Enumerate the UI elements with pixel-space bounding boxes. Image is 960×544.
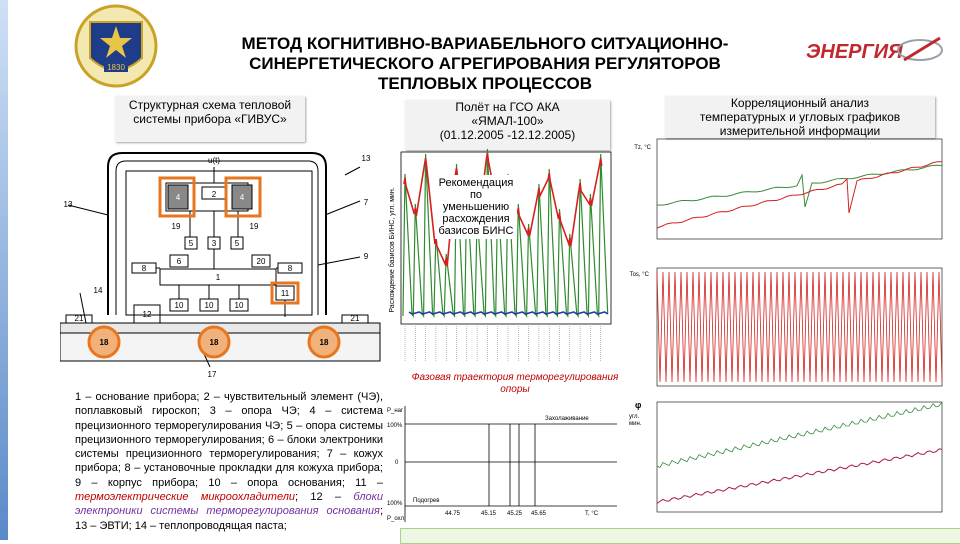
corr-chart-2	[625, 262, 945, 394]
legend-part1: 1 – основание прибора; 2 – чувствительный элемент (ЧЭ), поплавковый гироскоп; 3 – опора ЧЭ; 4 – система прецизионного терморегулирования ЧЭ; 5 – опора системы прецизионного терморегулирования; 6 – блоки электроники системы прецизионного терморегулирования; 7 – кожух прибора; 8 – установочные прокладки для кожуха прибора; 9 – корпус прибора; 10 – опора основания; 11 –	[75, 391, 383, 489]
flight-chart-ylabel: Расхождение базисов БИНС, угл. мин.	[389, 187, 396, 313]
phase-ylabel-top: P_наг	[387, 408, 404, 414]
scheme-label-3: 3	[211, 239, 217, 248]
corr2-series-red	[657, 272, 942, 382]
phase-tick-2: 45.15	[481, 511, 497, 517]
phase-caption	[400, 372, 630, 396]
corr-caption-line1: Корреляционный анализ	[730, 96, 870, 110]
phase-pct-bottom: 100%	[387, 501, 403, 507]
corr3-series-green	[657, 402, 942, 468]
scheme-legend	[75, 390, 383, 533]
corr1-label: Tz, °C	[634, 145, 651, 151]
corr3-label: φ	[635, 400, 642, 410]
scheme-label-6: 6	[176, 257, 182, 266]
phase-xlabel: T, °C	[585, 511, 599, 517]
scheme-label-2: 2	[211, 190, 217, 199]
scheme-label-18a: 18	[99, 338, 109, 347]
corr-chart-3	[625, 398, 945, 526]
scheme-label-8a: 8	[141, 264, 147, 273]
corr1-series-red	[657, 162, 942, 228]
scheme-label-19a: 19	[171, 222, 181, 231]
scheme-label-4b: 4	[239, 193, 245, 202]
rec-line5: базисов БИНС	[438, 225, 514, 237]
flight-caption-line3: (01.12.2005 -12.12.2005)	[439, 128, 576, 142]
title-line-1: МЕТОД КОГНИТИВНО-ВАРИАБЕЛЬНОГО СИТУАЦИОННО-	[241, 34, 729, 53]
scheme-label-10a: 10	[174, 301, 184, 310]
recommendation-box	[435, 175, 517, 239]
scheme-label-1: 1	[215, 273, 221, 282]
flight-caption-line2: «ЯМАЛ-100»	[471, 114, 544, 128]
scheme-label-5a: 5	[188, 239, 194, 248]
scheme-label-5b: 5	[234, 239, 240, 248]
crest-year: 1830	[107, 63, 125, 72]
corr1-series-green	[657, 165, 942, 207]
phase-zero: 0	[395, 460, 399, 466]
rec-line4: расхождения	[442, 213, 510, 225]
scheme-label-12: 12	[142, 310, 152, 319]
scheme-label-10c: 10	[234, 301, 244, 310]
corr-caption-line3: измерительной информации	[719, 124, 881, 138]
flight-chart	[385, 100, 615, 390]
flight-caption-line1: Полёт на ГСО АКА	[455, 100, 560, 114]
phase-caption-line2: опоры	[500, 384, 530, 395]
scheme-caption-line2: системы прибора «ГИВУС»	[133, 112, 287, 126]
phase-caption-line1: Фазовая траектория терморегулирования	[411, 372, 619, 383]
scheme-label-13b: 13	[63, 200, 73, 209]
scheme-label-17: 17	[207, 370, 217, 379]
phase-heat-label: Подогрев	[413, 498, 440, 504]
scheme-label-21b: 21	[350, 314, 360, 323]
phase-tick-3: 45.25	[507, 511, 523, 517]
scheme-caption-line1: Структурная схема тепловой	[128, 98, 292, 112]
phase-ylabel-bottom: P_охл	[387, 516, 405, 522]
scheme-label-13a: 13	[361, 154, 371, 163]
scheme-caption	[115, 96, 305, 142]
scheme-label-4a: 4	[175, 193, 181, 202]
title-line-2: СИНЕРГЕТИЧЕСКОГО АГРЕГИРОВАНИЯ РЕГУЛЯТОРОВ	[249, 54, 721, 73]
legend-italic2: блоки электроники системы терморегулирования основания	[75, 491, 383, 518]
energia-logo-text: ЭНЕРГИЯ	[806, 41, 903, 63]
scheme-label-10b: 10	[204, 301, 214, 310]
slide-left-accent	[0, 0, 8, 540]
energia-logo	[800, 30, 950, 74]
scheme-label-7: 7	[363, 198, 369, 207]
rec-line2: по	[469, 189, 483, 201]
corr3-sub2: мин.	[629, 421, 642, 427]
scheme-label-14: 14	[93, 286, 103, 295]
scheme-label-11: 11	[280, 289, 290, 298]
corr-caption-line2: температурных и угловых графиков	[699, 110, 901, 124]
phase-tick-1: 44.75	[445, 511, 461, 517]
corr3-series-red	[657, 449, 942, 504]
corr-chart-1	[625, 135, 945, 245]
scheme-label-18b: 18	[209, 338, 219, 347]
rec-line1: Рекомендация	[438, 177, 514, 189]
scheme-label-21a: 21	[74, 314, 84, 323]
phase-tick-4: 45.65	[531, 511, 547, 517]
legend-part2: ; 12 –	[295, 491, 354, 504]
correlation-caption	[665, 96, 935, 138]
title-line-3: ТЕПЛОВЫХ ПРОЦЕССОВ	[377, 74, 593, 93]
scheme-diagram	[60, 145, 390, 385]
scheme-label-u: u(t)	[208, 156, 220, 165]
legend-part3: ; 13 – ЭВТИ; 14 – теплопроводящая паста;	[75, 505, 383, 532]
phase-cool-label: Захолаживание	[545, 416, 589, 422]
bottom-conclusion-bar	[400, 528, 960, 544]
phase-pct-top: 100%	[387, 423, 403, 429]
scheme-label-9: 9	[363, 252, 369, 261]
legend-italic1: термоэлектрические микроохладители	[75, 491, 296, 504]
scheme-label-18c: 18	[319, 338, 329, 347]
corr3-sub: угл.	[629, 414, 640, 420]
phase-chart	[385, 402, 625, 526]
scheme-label-20: 20	[256, 257, 266, 266]
scheme-label-19b: 19	[249, 222, 259, 231]
scheme-label-8b: 8	[287, 264, 293, 273]
corr2-label: Tos, °C	[629, 272, 649, 278]
university-crest-icon	[70, 2, 162, 88]
rec-line3: уменьшению	[442, 201, 510, 213]
slide-title	[190, 34, 780, 94]
